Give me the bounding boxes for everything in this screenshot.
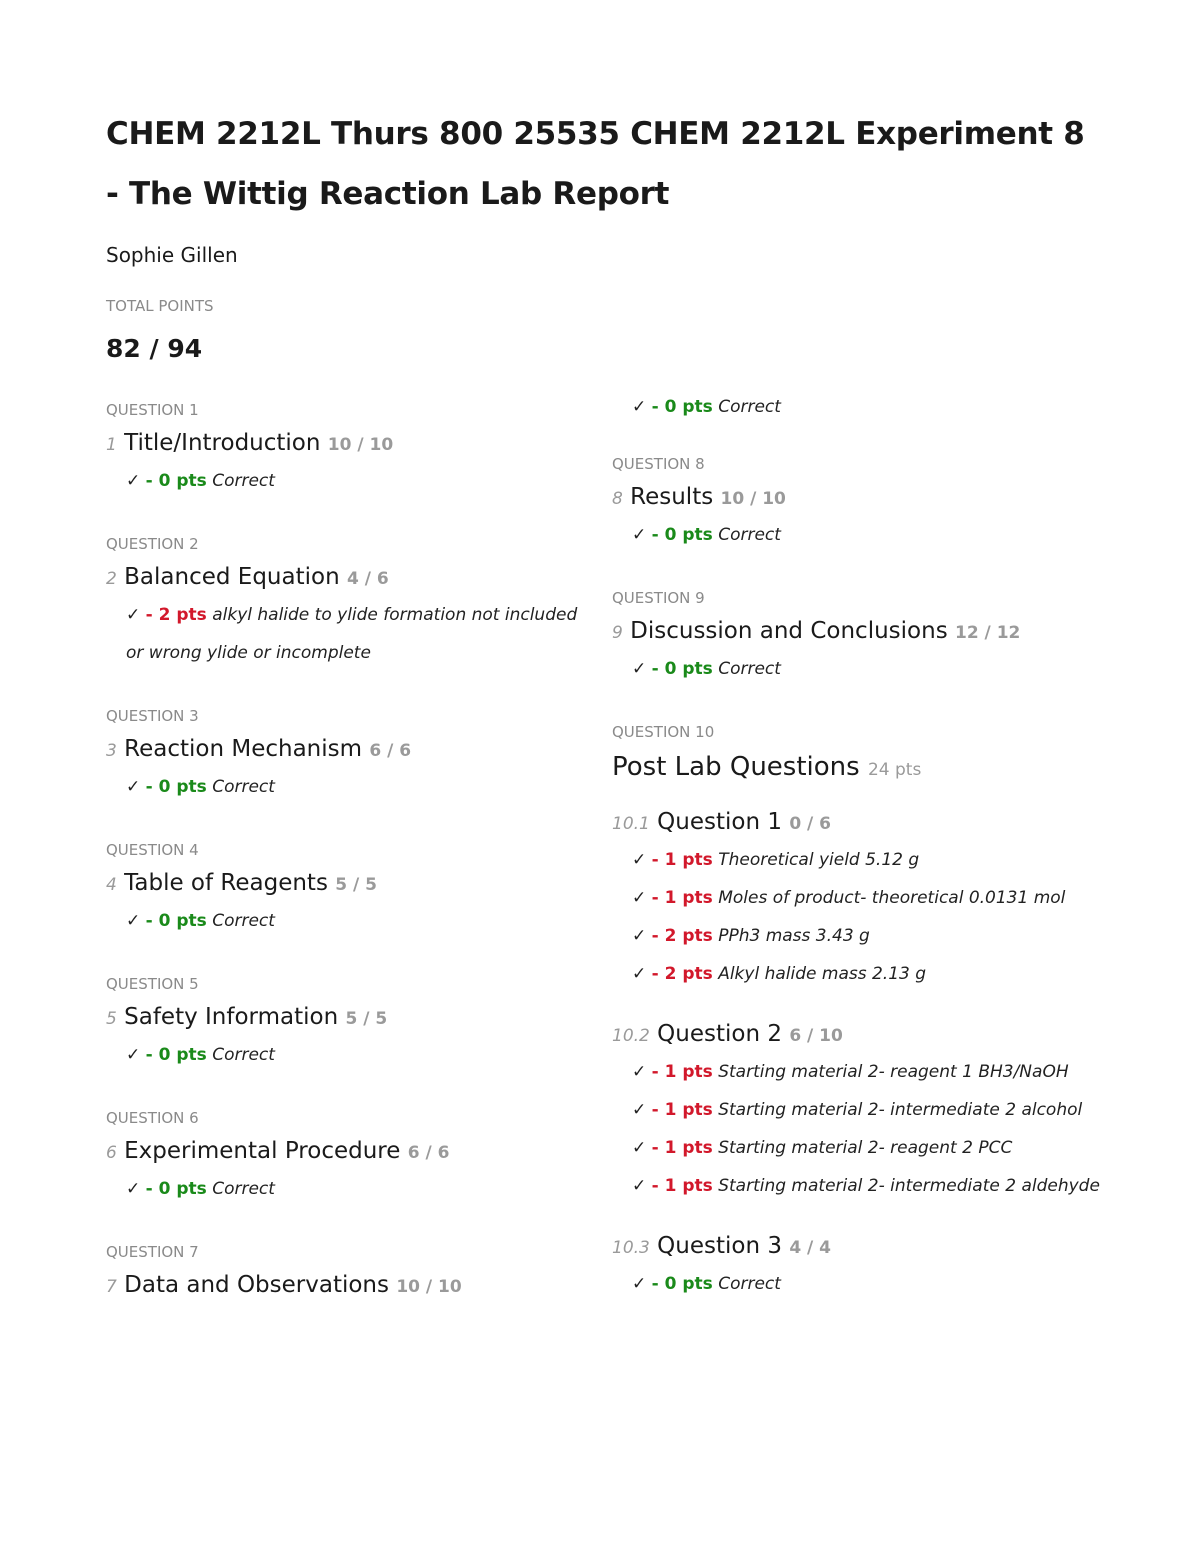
- rubric-text: Correct: [212, 1045, 275, 1065]
- rubric-text: Correct: [718, 1274, 781, 1294]
- sub-question-name: Question 1: [657, 809, 782, 835]
- question-points: 24 pts: [867, 760, 922, 780]
- rubric-list: [612, 1053, 1112, 1205]
- question-label: QUESTION 10: [612, 723, 715, 741]
- rubric-points: - 0 pts: [145, 471, 207, 491]
- question-title: [612, 480, 1112, 516]
- rubric-text: Starting material 2- reagent 1 BH3/NaOH: [718, 1062, 1069, 1082]
- total-points-label: TOTAL POINTS: [106, 297, 214, 315]
- rubric-item: [106, 1170, 596, 1208]
- question-name: Data and Observations: [124, 1272, 389, 1298]
- rubric-points: - 0 pts: [145, 911, 207, 931]
- question-name: Safety Information: [124, 1004, 339, 1030]
- question-block: [106, 972, 596, 1074]
- question-number: 6: [106, 1143, 117, 1163]
- rubric-text: PPh3 mass 3.43 g: [718, 926, 870, 946]
- sub-question-score: 0 / 6: [789, 814, 832, 834]
- sub-question-block: [612, 805, 1112, 993]
- sub-question-title: [612, 1229, 1112, 1265]
- question-block: [106, 1106, 596, 1208]
- right-column: [612, 388, 1112, 1327]
- question-label: QUESTION 3: [106, 707, 199, 725]
- rubric-list: [612, 841, 1112, 993]
- question-title: [612, 614, 1112, 650]
- question-title: [612, 750, 1112, 787]
- question-name: Table of Reagents: [124, 870, 328, 896]
- rubric-item: [612, 955, 1112, 993]
- rubric-text: Starting material 2- intermediate 2 aldehyde: [718, 1176, 1100, 1196]
- question-name: Results: [630, 484, 714, 510]
- rubric-item: [612, 1167, 1112, 1205]
- sub-question-name: Question 3: [657, 1233, 782, 1259]
- rubric-item: [612, 1091, 1112, 1129]
- rubric-item: [612, 516, 1112, 554]
- check-icon: ✓: [632, 397, 647, 417]
- question-score: 6 / 6: [369, 741, 412, 761]
- rubric-text: Correct: [212, 911, 275, 931]
- question-name: Discussion and Conclusions: [630, 618, 948, 644]
- rubric-text: Alkyl halide mass 2.13 g: [718, 964, 927, 984]
- question-name: Post Lab Questions: [612, 752, 860, 782]
- rubric-list: [106, 902, 596, 940]
- check-icon: ✓: [126, 777, 141, 797]
- check-icon: ✓: [126, 1045, 141, 1065]
- rubric-item: [612, 1265, 1112, 1303]
- question-score: 4 / 6: [346, 569, 389, 589]
- sub-question-title: [612, 1017, 1112, 1053]
- rubric-points: - 0 pts: [145, 777, 207, 797]
- rubric-text: alkyl halide to ylide formation not included or wrong ylide or incomplete: [126, 605, 578, 663]
- question-block: [106, 398, 596, 500]
- question-score: 10 / 10: [396, 1277, 462, 1297]
- rubric-points: - 1 pts: [651, 1138, 713, 1158]
- check-icon: ✓: [632, 1274, 647, 1294]
- question-title: [106, 1134, 596, 1170]
- student-name: Sophie Gillen: [106, 243, 238, 267]
- question-name: Experimental Procedure: [124, 1138, 401, 1164]
- q7-rubric: [612, 388, 1112, 426]
- rubric-list: [106, 596, 596, 672]
- rubric-item: [106, 462, 596, 500]
- question-score: 5 / 5: [335, 875, 377, 895]
- check-icon: ✓: [126, 911, 141, 931]
- rubric-item: [106, 596, 596, 672]
- question-title: [106, 426, 596, 462]
- question-score: 12 / 12: [954, 623, 1021, 643]
- check-icon: ✓: [126, 605, 141, 625]
- sub-question-number: 10.2: [612, 1026, 650, 1046]
- question-label: QUESTION 5: [106, 975, 199, 993]
- check-icon: ✓: [632, 525, 647, 545]
- question-number: 9: [612, 623, 623, 643]
- rubric-points: - 0 pts: [145, 1045, 207, 1065]
- rubric-text: Theoretical yield 5.12 g: [718, 850, 920, 870]
- rubric-points: - 0 pts: [651, 525, 713, 545]
- left-column: [106, 398, 596, 1336]
- rubric-points: - 0 pts: [651, 1274, 713, 1294]
- question-name: Title/Introduction: [124, 430, 321, 456]
- rubric-points: - 1 pts: [651, 1100, 713, 1120]
- rubric-text: Correct: [718, 525, 781, 545]
- question-label: QUESTION 6: [106, 1109, 199, 1127]
- rubric-text: Moles of product- theoretical 0.0131 mol: [718, 888, 1066, 908]
- rubric-points: - 2 pts: [651, 964, 713, 984]
- check-icon: ✓: [632, 926, 647, 946]
- question-number: 5: [106, 1009, 117, 1029]
- rubric-points: - 2 pts: [651, 926, 713, 946]
- rubric-points: - 0 pts: [145, 1179, 207, 1199]
- rubric-item: [106, 1036, 596, 1074]
- question-score: 5 / 5: [345, 1009, 388, 1029]
- check-icon: ✓: [126, 471, 141, 491]
- sub-question-title: [612, 805, 1112, 841]
- rubric-points: - 0 pts: [651, 659, 713, 679]
- question-title: [106, 866, 596, 902]
- rubric-text: Correct: [212, 471, 275, 491]
- rubric-list: [106, 1036, 596, 1074]
- rubric-points: - 0 pts: [651, 397, 713, 417]
- question-block: [612, 586, 1112, 688]
- sub-question-score: 4 / 4: [789, 1238, 832, 1258]
- check-icon: ✓: [126, 1179, 141, 1199]
- rubric-list: [106, 1170, 596, 1208]
- sub-question-number: 10.1: [612, 814, 650, 834]
- question-label: QUESTION 9: [612, 589, 705, 607]
- rubric-list: [612, 516, 1112, 554]
- question-number: 8: [612, 489, 623, 509]
- question-number: 2: [106, 569, 117, 589]
- rubric-text: Correct: [718, 659, 781, 679]
- rubric-points: - 1 pts: [651, 1176, 713, 1196]
- sub-question-number: 10.3: [612, 1238, 650, 1258]
- question-number: 7: [106, 1277, 117, 1297]
- question-number: 1: [106, 435, 117, 455]
- check-icon: ✓: [632, 659, 647, 679]
- question-title: [106, 560, 596, 596]
- rubric-item: [612, 917, 1112, 955]
- rubric-item: [612, 650, 1112, 688]
- check-icon: ✓: [632, 1176, 647, 1196]
- rubric-item: [612, 879, 1112, 917]
- rubric-list: [612, 650, 1112, 688]
- question-label: QUESTION 8: [612, 455, 705, 473]
- rubric-item: [612, 1053, 1112, 1091]
- rubric-text: Correct: [212, 1179, 275, 1199]
- rubric-list: [106, 462, 596, 500]
- check-icon: ✓: [632, 1138, 647, 1158]
- sub-question-block: [612, 1017, 1112, 1205]
- rubric-list: [612, 1265, 1112, 1303]
- question-block: [612, 720, 1112, 787]
- check-icon: ✓: [632, 1062, 647, 1082]
- question-label: QUESTION 1: [106, 401, 199, 419]
- rubric-text: Starting material 2- intermediate 2 alcohol: [718, 1100, 1083, 1120]
- rubric-item: [106, 768, 596, 806]
- rubric-points: - 1 pts: [651, 888, 713, 908]
- question-number: 3: [106, 741, 117, 761]
- question-label: QUESTION 2: [106, 535, 199, 553]
- page-title: CHEM 2212L Thurs 800 25535 CHEM 2212L Experiment 8 - The Wittig Reaction Lab Report: [106, 116, 1085, 212]
- rubric-points: - 1 pts: [651, 1062, 713, 1082]
- rubric-points: - 1 pts: [651, 850, 713, 870]
- question-block: [106, 704, 596, 806]
- question-score: 10 / 10: [327, 435, 394, 455]
- question-title: [106, 732, 596, 768]
- question-score: 6 / 6: [407, 1143, 450, 1163]
- check-icon: ✓: [632, 1100, 647, 1120]
- check-icon: ✓: [632, 964, 647, 984]
- question-block: [612, 452, 1112, 554]
- rubric-item: [612, 1129, 1112, 1167]
- question-name: Reaction Mechanism: [124, 736, 363, 762]
- rubric-item: [106, 902, 596, 940]
- rubric-item: [612, 841, 1112, 879]
- question-title: [106, 1268, 596, 1304]
- sub-question-score: 6 / 10: [789, 1026, 843, 1046]
- rubric-points: - 2 pts: [145, 605, 207, 625]
- rubric-text: Starting material 2- reagent 2 PCC: [718, 1138, 1013, 1158]
- question-title: [106, 1000, 596, 1036]
- check-icon: ✓: [632, 850, 647, 870]
- rubric-text: Correct: [212, 777, 275, 797]
- question-block: [106, 1240, 596, 1304]
- question-block: [106, 532, 596, 672]
- question-block: [106, 838, 596, 940]
- question-score: 10 / 10: [720, 489, 786, 509]
- question-number: 4: [106, 875, 117, 895]
- rubric-text: Correct: [718, 397, 781, 417]
- rubric-list: [106, 768, 596, 806]
- question-label: QUESTION 7: [106, 1243, 199, 1261]
- total-points-value: 82 / 94: [106, 334, 203, 363]
- sub-question-block: [612, 1229, 1112, 1303]
- rubric-item: [612, 388, 1112, 426]
- question-name: Balanced Equation: [124, 564, 340, 590]
- check-icon: ✓: [632, 888, 647, 908]
- question-label: QUESTION 4: [106, 841, 199, 859]
- sub-question-name: Question 2: [657, 1021, 782, 1047]
